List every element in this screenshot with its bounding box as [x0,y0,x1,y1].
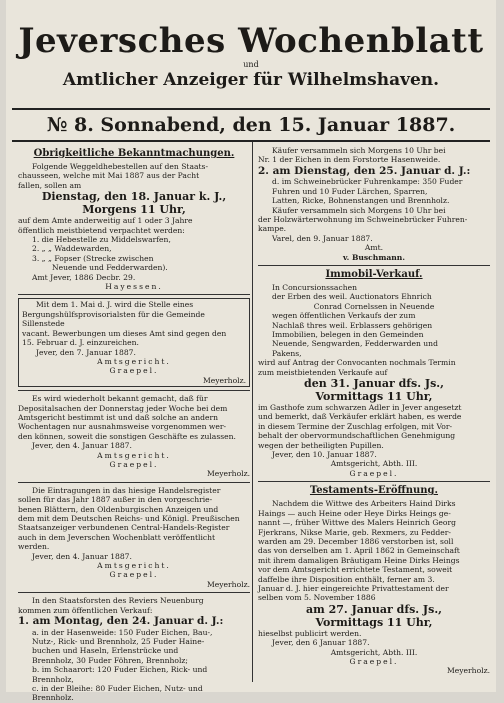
newspaper-subtitle: Amtlicher Anzeiger für Wilhelmshaven. [62,70,440,90]
newspaper-title: Jeversches Wochenblatt [18,21,484,61]
text-line: sollen für das Jahr 1887 außer in den vorgeschrie- [18,495,213,505]
divider [258,265,490,266]
text-line: auf dem Amte anderweitig auf 1 oder 3 Jahre [18,216,193,226]
notice-time: Vormittags 11 Uhr, [315,615,433,629]
list-item: 1. die Hebestelle zu Middelswarfen, [32,235,171,245]
text-line: 15. Februar d. J. einzureichen. [22,338,139,348]
text-line: in diesem Termine der Zuschlag erfolgen, mit Vor- [258,421,453,431]
divider [18,482,250,483]
text-line: zum meistbietenden Verkaufe auf [258,367,388,377]
text-line: Neuende, Sengwarden, Fedderwarden und [272,339,438,349]
text-line: Nr. 1 der Eichen in dem Forstorte Hasenweide. [258,155,441,165]
text-line: vacant. Bewerbungen um dieses Amt sind gegen den [22,328,227,338]
text-line: nannt —, früher Wittwe des Malers Heinrich Georg [258,518,456,528]
office-label: Amt. [364,243,384,253]
divider [18,592,250,593]
text-line: Amtsgericht bestimmt ist und daß solche an andern [18,412,219,422]
text-line: Wochentagen nur ausnahmsweise vorgenommen wer- [18,422,227,432]
signature: Graepel. [349,468,399,478]
section-heading: Testaments-Eröffnung. [309,485,439,497]
text-line: benen Blättern, den Oldenburgischen Anzeigen und [18,504,219,514]
signature: Graepel. [109,366,159,376]
text-line: Käufer versammeln sich Morgens 10 Uhr bei [272,205,446,215]
notice-place-date: Varel, den 9. Januar 1887. [272,233,373,243]
text-line: buchen und Haseln, Erlenstrücke und [32,646,179,656]
text-line: Januar d. J. hier eingereichte Privattestament der [258,583,449,593]
signature: Graepel. [109,570,159,580]
notice-place-date: Jever, den 4. Januar 1887. [32,441,132,451]
masthead [6,22,496,90]
text-line: Depositalsachen der Donnerstag jeder Woche bei dem [18,403,228,413]
text-line: der Holzwärterwohnung im Schweinebrücker Fuhren- [258,214,468,224]
text-line: a. in der Hasenweide: 150 Fuder Eichen, Bau-, [32,627,213,637]
divider [258,481,490,482]
section-heading: Immobil-Verkauf. [325,268,423,280]
text-line: d. im Schweinebrücker Fuhrenkampe: 350 Fuder [272,177,463,187]
dateline-rule [12,140,490,142]
text-line: im Gasthofe zum schwarzen Adler in Jever angesetzt [258,403,462,413]
text-line: daffelbe ihre Disposition enthält, ferner am 3. [258,574,435,584]
text-line: Brennholz, [32,674,74,684]
text-line: In den Staatsforsten des Reviers Neuenburg [32,596,204,606]
text-line: Nutz-, Rick- und Brennholz, 25 Fuder Haine- [32,636,205,646]
text-line: Es wird wiederholt bekannt gemacht, daß für [32,394,208,404]
text-line: den können, soweit die sonstigen Geschäfte es zulassen. [18,431,236,441]
text-line: Fuhren und 10 Fuder Lärchen, Sparren, [272,186,428,196]
notice-place-date: Jever, den 4. Januar 1887. [32,551,132,561]
text-line: wegen öffentlichen Verkaufs der zum [272,311,416,321]
clerk-name: Meyerholz. [447,666,490,676]
text-line: Pakens, [272,348,302,358]
notice-date: Dienstag, den 18. Januar k. J., [41,190,227,204]
list-item: 2. „ „ Waddewarden, [32,244,112,254]
text-line: werden. [18,542,50,552]
notice-date: den 31. Januar dfs. Js., [304,377,444,391]
notice-date: 1. am Montag, den 24. Januar d. J.: [18,615,224,628]
masthead-und: und [243,60,259,69]
top-rule [12,108,490,110]
clerk-name: Meyerholz. [207,579,250,589]
text-line: der Erben des weil. Auctionators Ehnrich [272,292,432,302]
newspaper-page [6,0,496,703]
text-line: kommen zum öffentlichen Verkauf: [18,605,153,615]
divider [18,294,250,295]
text-line: Haings — auch Heine oder Heye Dirks Heings ge- [258,508,451,518]
text-line: vor dem Amtsgericht errichtete Testament, soweit [258,565,453,575]
notice-place-date: Jever, den 6 Januar 1887. [272,638,370,648]
text-line: Staatsanzeiger verbundenen Central-Handels-Register [18,523,230,533]
text-line: dem mit dem Deutschen Reichs- und Königl. Preußischen [18,514,240,523]
text-line: mit ihrem damaligen Bräutigam Heine Dirks Heings [258,555,460,565]
text-line: Immobilien, belegen in den Gemeinden [272,330,424,339]
signature: Hayessen. [105,282,163,292]
text-line: Brennholz. [32,693,74,703]
text-line: auch in dem Jeverschen Wochenblatt veröffentlicht [18,532,216,542]
clerk-name: Meyerholz. [207,469,250,479]
text-line: c. in der Bleihe: 80 Fuder Eichen, Nutz- und [32,684,203,693]
section-heading: Obrigkeitliche Bekanntmachungen. [33,148,235,159]
text-line: öffentlich meistbietend verpachtet werden: [18,225,185,235]
court-label: Amtsgericht, Abth. III. [330,647,418,657]
text-line: Mit dem 1. Mai d. J. wird die Stelle eines [36,300,194,310]
text-line: Brennholz, 30 Fuder Föhren, Brennholz; [32,655,188,665]
court-label: Amtsgericht. [97,450,171,460]
notice-place-date: Jever, den 7. Januar 1887. [36,347,136,357]
court-label: Amtsgericht. [97,356,171,366]
text-line: kampe. [258,224,287,234]
text-line: warden am 29. December 1886 verstorben ist, soll [258,536,454,546]
list-item: Neuende und Fedderwarden). [52,263,168,273]
text-line: fallen, sollen am [18,180,82,190]
text-line: und bemerkt, daß Verkäufer erklärt haben, es werde [258,412,462,422]
text-line: Nachdem die Wittwe des Arbeiters Haind Dirks [272,499,456,509]
text-line: chausseen, welche mit Mai 1887 aus der Pacht [18,171,200,181]
text-line: Folgende Weggeldhebestellen auf den Staats- [32,162,209,171]
signature: Graepel. [349,656,399,666]
text-line: b. im Schaarort: 120 Fuder Eichen, Rick- und [32,665,208,675]
court-label: Amtsgericht. [97,561,171,571]
text-line: Nachlaß thres weil. Erblassers gehörigen [272,320,433,330]
text-line: behalt der obervormundschaftlichen Genehmigung [258,431,456,441]
text-line: das von derselben am 1. April 1862 in Gemeinschaft [258,546,460,556]
text-line: wird auf Antrag der Convocanten nochmals Termin [258,358,456,368]
text-line: hieselbst publicirt werden. [258,628,362,638]
text-line: Latten, Ricke, Bohnenstangen und Brennholz. [272,196,450,206]
notice-time: Vormittags 11 Uhr, [315,390,433,404]
notice-date: 2. am Dienstag, den 25. Januar d. J.: [258,164,471,177]
signature: Graepel. [109,459,159,469]
text-line: Conrad Cornelssen in Neuende [313,301,435,311]
text-line: wegen der betheiligten Pupillen. [258,440,384,450]
notice-place-date: Jever, den 10. Januar 1887. [272,450,377,460]
text-line: selben vom 5. November 1886 [258,593,376,603]
notice-box [18,298,250,387]
signature: v. Buschmann. [343,252,405,262]
notice-date: am 27. Januar dfs. Js., [306,602,442,616]
text-line: Käufer versammeln sich Morgens 10 Uhr bei [272,146,446,155]
list-item: 3. „ „ Fopser (Strecke zwischen [32,253,154,263]
notice-time: Morgens 11 Uhr, [82,203,186,217]
right-column [258,146,490,676]
column-divider [252,142,253,682]
text-line: In Concursionssachen [272,282,357,292]
text-line: Fjerkrans, Nikse Marie, geb. Rexmers, zu Fedder- [258,527,451,537]
issue-dateline: № 8. Sonnabend, den 15. Januar 1887. [46,114,456,136]
left-column [18,146,250,703]
notice-place-date: Amt Jever, 1886 Decbr. 29. [32,272,136,282]
court-label: Amtsgericht, Abth. III. [330,459,418,469]
text-line: Die Eintragungen in das hiesige Handelsregister [32,485,221,495]
clerk-name: Meyerholz. [203,375,246,385]
text-line: Bergungshülfsprovisorialsten für die Gemeinde Sillenstede [22,309,205,329]
divider [18,390,250,391]
